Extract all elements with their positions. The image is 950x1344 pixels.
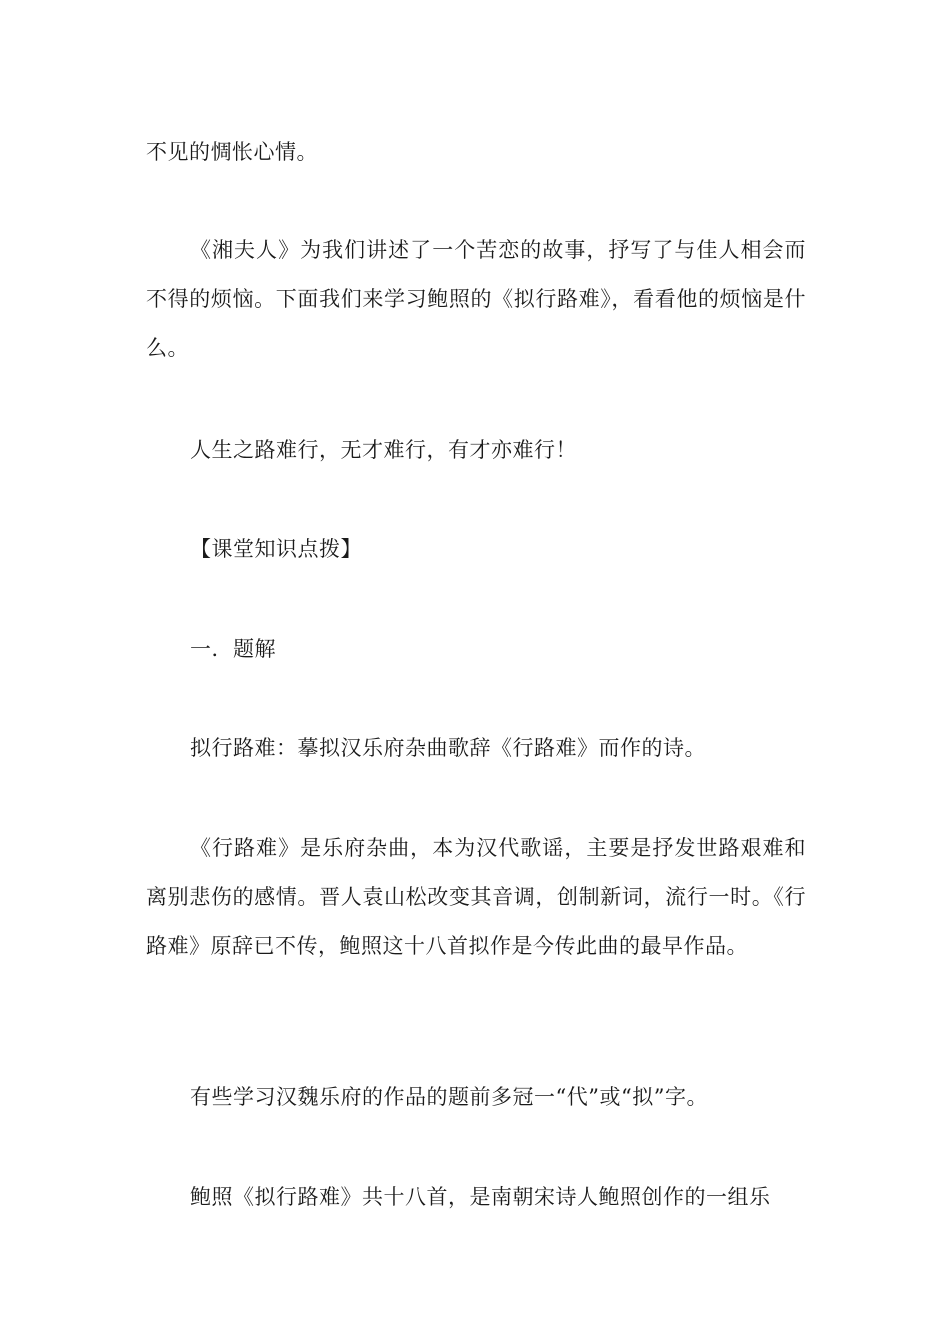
paragraph-title-definition: 拟行路难：摹拟汉乐府杂曲歌辞《行路难》而作的诗。	[190, 736, 706, 760]
paragraph-dai-ni-prefix: 有些学习汉魏乐府的作品的题前多冠一“代”或“拟”字。	[190, 1085, 708, 1109]
paragraph-bao-zhao-eighteen: 鲍照《拟行路难》共十八首，是南朝宋诗人鲍照创作的一组乐	[190, 1185, 771, 1209]
subheading-title-explanation: 一．题解	[190, 637, 276, 661]
section-heading-knowledge: 【课堂知识点拨】	[190, 537, 362, 561]
paragraph-xiang-fu-ren: 《湘夫人》为我们讲述了一个苦恋的故事，抒写了与佳人相会而不得的烦恼。下面我们来学习鲍照的《拟行路难》，看看他的烦恼是什么。	[146, 238, 806, 360]
paragraph-xing-lu-nan-origin: 《行路难》是乐府杂曲，本为汉代歌谣，主要是抒发世路艰难和离别悲伤的感情。晋人袁山松改变其音调，创制新词，流行一时。《行路难》原辞已不传，鲍照这十八首拟作是今传此曲的最早作品。	[146, 836, 806, 958]
paragraph-life-road: 人生之路难行，无才难行，有才亦难行！	[190, 438, 577, 462]
paragraph-intro-end: 不见的惆怅心情。	[146, 140, 318, 164]
